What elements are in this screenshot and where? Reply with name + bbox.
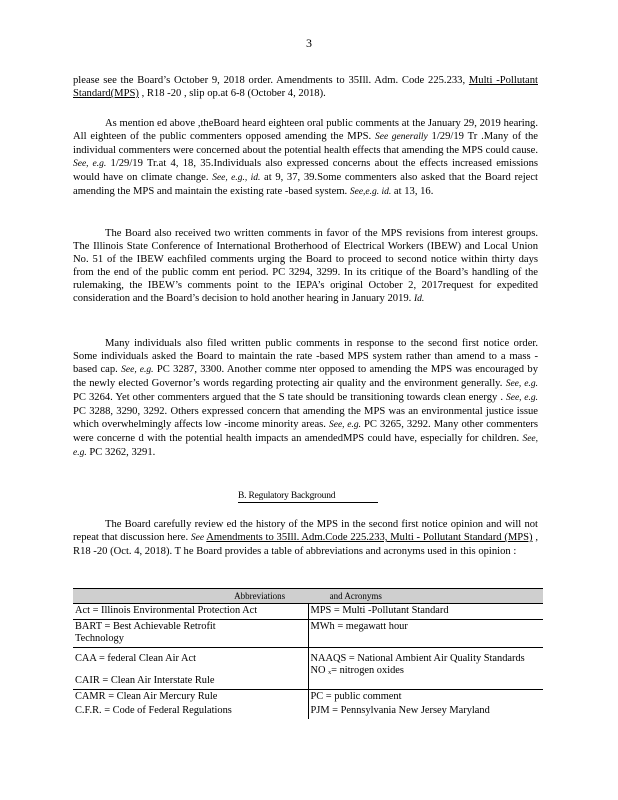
text-run: As mention ed above ,theBoard heard eighteen oral public comments at the January 29, 2019 hearing. All eighteen of the public commenters opposed amending the MPS. xyxy=(73,118,538,142)
table-cell xyxy=(308,604,543,620)
table-row xyxy=(73,648,543,690)
abbreviation-entry: MPS = Multi -Pollutant Standard xyxy=(310,605,449,616)
abbreviation-entry: PJM = Pennsylvania New Jersey Maryland xyxy=(310,705,490,716)
paragraph-written-comments xyxy=(73,227,538,306)
paragraph xyxy=(73,117,538,199)
table-row xyxy=(73,690,543,720)
signal-italic: See,e.g. id. xyxy=(349,187,392,197)
paragraph xyxy=(73,227,538,306)
abbreviation-entry: BART = Best Achievable Retrofit xyxy=(75,621,216,632)
table-cell xyxy=(308,648,543,690)
signal-italic: See xyxy=(190,533,205,543)
text-run: please see the Board’s October 9, 2018 order. Amendments to 35Ill. Adm. Code 225.233, xyxy=(73,75,469,86)
abbreviation-entry: CAMR = Clean Air Mercury Rule xyxy=(75,691,218,702)
table-cell xyxy=(308,620,543,648)
signal-italic: See, e.g. xyxy=(505,379,538,389)
text-run: at 9, 37, 39.Some commenters also asked that the Board reject amending the MPS and maintain the existing rate -based system. xyxy=(73,172,538,197)
text-run: PC 3287, 3300. Another comme nter opposed to amending the MPS was encouraged by the newly elected Governor’s words regarding protecting air quality and the environment generally. xyxy=(73,364,538,389)
signal-italic: See, e.g. xyxy=(73,159,107,169)
signal-italic: See, e.g. xyxy=(121,365,154,375)
table-cell xyxy=(73,648,308,690)
paragraph-public-comments xyxy=(73,337,538,460)
table-header-row xyxy=(73,589,543,604)
table-row xyxy=(73,620,543,648)
text-run: PC 3265, 3292. Many other commenters were concerne d with the potential health impacts an amendedMPS could have, especially for children. xyxy=(73,419,539,444)
citation-link: Amendments to 35Ill. Adm.Code 225.233, Multi - Pollutant Standard (MPS) xyxy=(206,532,533,543)
header-abbreviations: Abbreviations xyxy=(234,591,286,601)
section-heading: B. Regulatory Background xyxy=(238,491,378,503)
table-cell xyxy=(73,690,308,720)
paragraph-oral-comments xyxy=(73,117,538,199)
paragraph-order-reference xyxy=(73,74,538,100)
text-run: PC 3264. Yet other commenters argued that the S tate should be transitioning towards clean energy . xyxy=(73,392,506,403)
text-run: , R18 -20 (Oct. 4, 2018). T he Board provides a table of abbreviations and acronyms used in this opinion : xyxy=(73,532,539,557)
paragraph xyxy=(73,74,538,100)
text-run: The Board carefully review ed the history of the MPS in the second first notice opinion and will not repeat that discussion here. xyxy=(73,519,538,543)
signal-italic: Id. xyxy=(413,294,425,304)
text-run: Many individuals also filed written public comments in response to the second first notice order. Some individuals asked the Board to maintain the rate -based MPS system rather than amend to a mass -based cap. xyxy=(73,338,538,375)
text-run: PC 3262, 3291. xyxy=(86,447,156,458)
abbreviation-entry: Act = Illinois Environmental Protection Act xyxy=(75,605,258,616)
signal-italic: See generally xyxy=(375,132,428,142)
table-row xyxy=(73,604,543,620)
text-run: PC 3288, 3290, 3292. Others expressed concern that amending the MPS was an environmental justice issue which overwhelmingly affects low -income minority areas. xyxy=(73,406,538,430)
signal-italic: See, e.g., id. xyxy=(212,173,261,183)
text-run: , R18 -20 , slip op.at 6-8 (October 4, 2018). xyxy=(138,88,326,99)
header-acronyms: and Acronyms xyxy=(329,591,382,601)
citation-link: Multi -Pollutant Standard(MPS) xyxy=(73,75,538,99)
paragraph xyxy=(73,518,538,558)
text-run: at 13, 16. xyxy=(391,186,434,197)
abbreviation-entry: C.F.R. = Code of Federal Regulations xyxy=(75,705,232,716)
signal-italic: See, e.g. xyxy=(328,420,362,430)
table-cell xyxy=(73,620,308,648)
abbreviation-entry: MWh = megawatt hour xyxy=(310,621,408,632)
paragraph-regulatory-background xyxy=(73,518,538,558)
abbreviation-entry: NO ₓ= nitrogen oxides xyxy=(310,665,404,676)
text-run: 1/29/19 Tr.at 4, 18, 35.Individuals also expressed concerns about the effects increased emissions would have on climate change. xyxy=(73,158,538,183)
signal-italic: See, e.g. xyxy=(505,393,538,403)
abbreviations-table xyxy=(73,588,543,719)
page-number: 3 xyxy=(306,36,312,50)
abbreviation-entry: NAAQS = National Ambient Air Quality Standards xyxy=(310,653,525,664)
text-run: The Board also received two written comments in favor of the MPS revisions from interest groups. The Illinois State Conference of International Brotherhood of Electrical Workers (IBEW) and Local Union No. 51 of the IBEW eachfiled comments urging the Board to proceed to second notice within thirty days from the end of the public comm ent period. PC 3294, 3299. In its critique of the Board’s handling of the rulemaking, the IBEW’s comments point to the IEPA’s original October 2, 2017request for expedited consideration and the Board’s decision to hold another hearing in January 2019. xyxy=(73,228,538,304)
table-cell xyxy=(308,690,543,720)
text-run: 1/29/19 Tr .Many of the individual commenters were concerned about the potential health effects that amending the MPS could cause. xyxy=(73,131,538,156)
paragraph xyxy=(73,337,538,460)
abbreviation-entry: CAA = federal Clean Air Act xyxy=(75,653,196,664)
table-header xyxy=(73,589,543,604)
abbreviation-entry: PC = public comment xyxy=(310,691,402,702)
abbreviation-entry: CAIR = Clean Air Interstate Rule xyxy=(75,675,215,686)
abbreviation-entry-continued: Technology xyxy=(75,633,124,644)
signal-italic: See, e.g. xyxy=(73,434,538,458)
table-cell xyxy=(73,604,308,620)
